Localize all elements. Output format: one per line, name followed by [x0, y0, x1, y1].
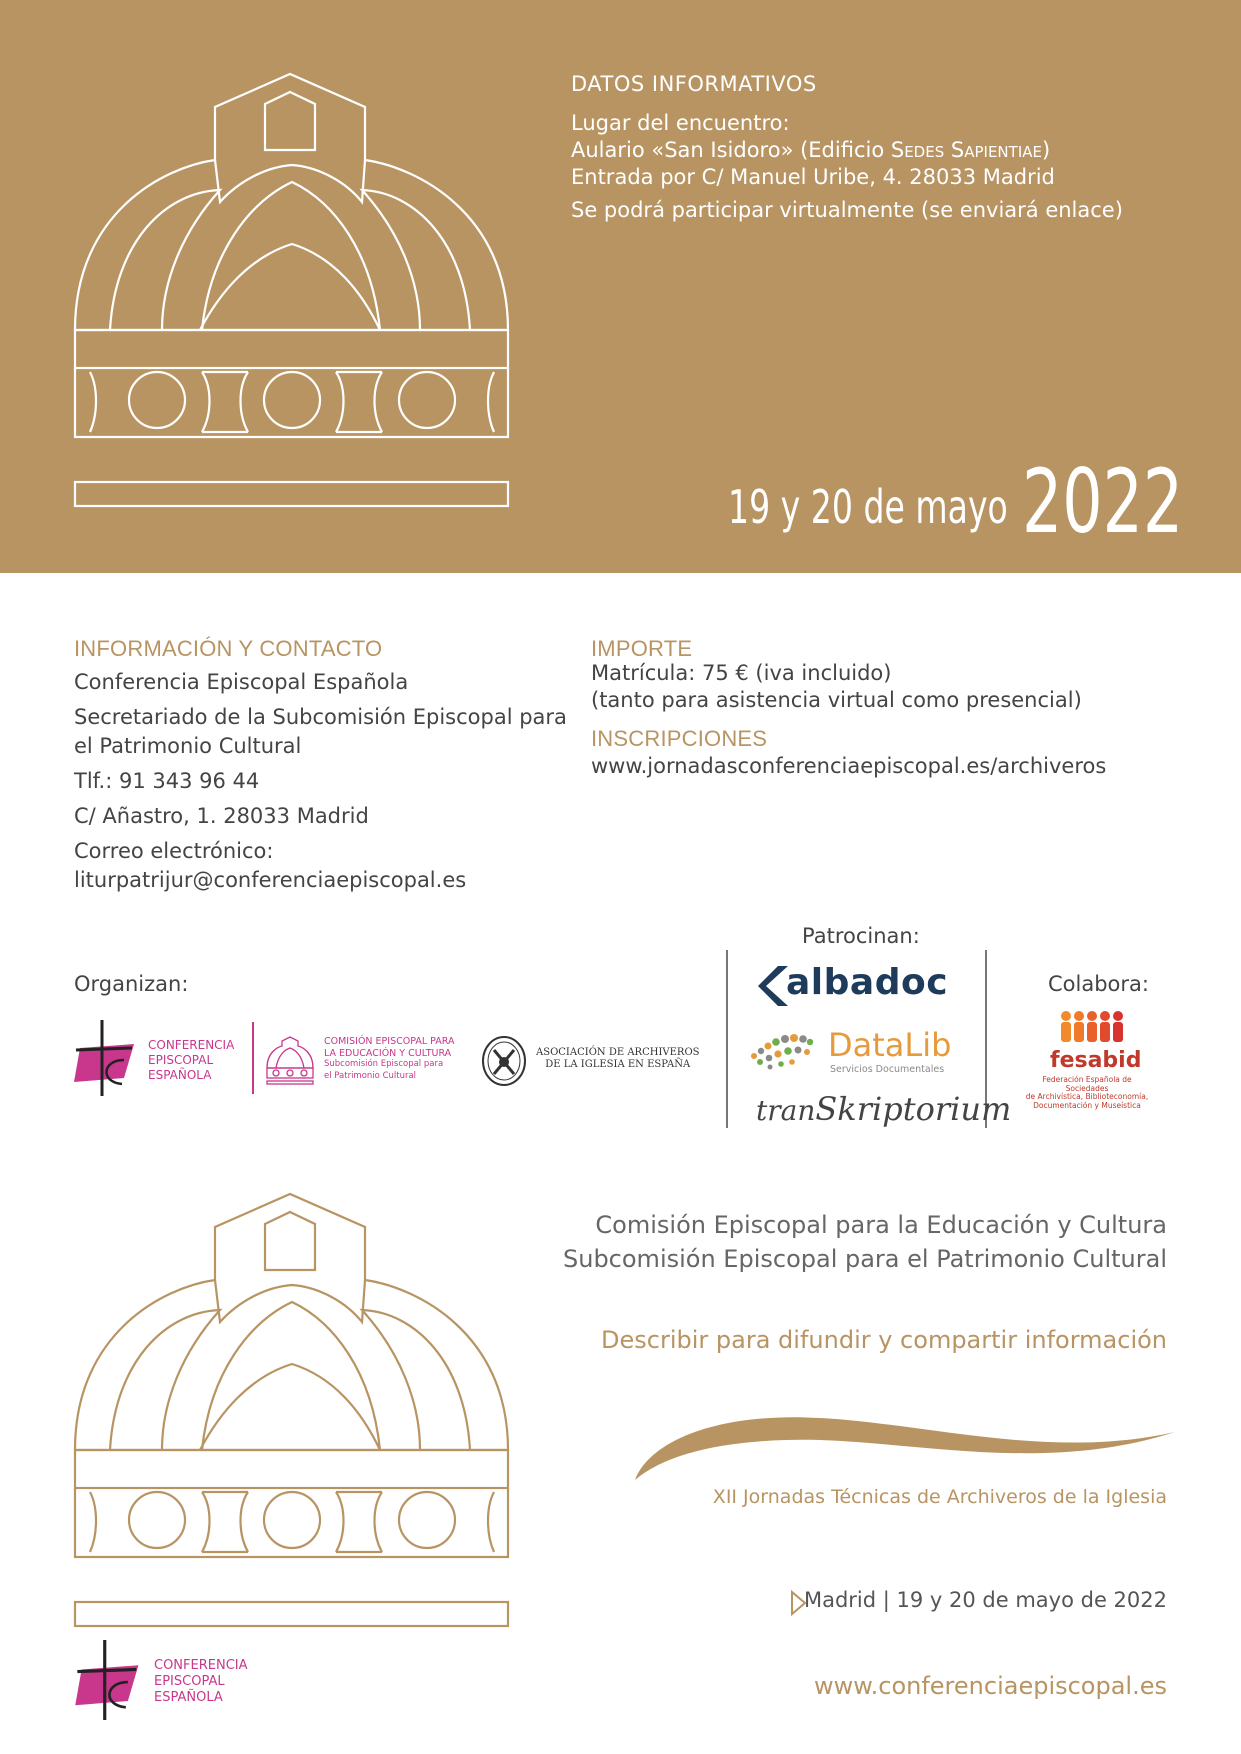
organizer-titles [563, 1208, 1167, 1276]
transkriptorium-logo: tranSkriptorium [756, 1090, 1012, 1128]
contact-phone: Tlf.: 91 343 96 44 [74, 769, 260, 793]
contact-heading: INFORMACIÓN Y CONTACTO [74, 636, 383, 661]
event-dates: 19 y 20 de mayo [728, 480, 1008, 534]
contact-dept1: Secretariado de la Subcomisión Episcopal para [74, 705, 567, 729]
contact-email[interactable]: liturpatrijur@conferenciaepiscopal.es [74, 868, 467, 892]
divider [726, 950, 728, 1128]
albadoc-text: albadoc [786, 962, 949, 1003]
organizan-label: Organizan: [74, 972, 189, 996]
comision-dome-icon [264, 1036, 316, 1086]
contact-org: Conferencia Episcopal Española [74, 670, 409, 694]
fees-block [591, 660, 1082, 714]
place-date: Madrid | 19 y 20 de mayo de 2022 [803, 1588, 1167, 1612]
datalib-dots-icon [748, 1032, 816, 1070]
registration-heading: INSCRIPCIONES [591, 726, 768, 751]
swoosh-decoration [630, 1410, 1178, 1482]
contact-email-label: Correo electrónico: [74, 839, 274, 863]
fees-heading: IMPORTE [591, 636, 693, 661]
cee-logo-text: CONFERENCIA EPISCOPAL ESPAÑOLA [148, 1038, 235, 1082]
info-heading: DATOS INFORMATIVOS [571, 72, 817, 96]
fesabid-subtitle: Federación Española de Sociedades de Archivística, Biblioteconomía, Documentación y Museística [1025, 1075, 1149, 1110]
cee-logo-icon [72, 1020, 142, 1096]
venue-building: Sedes Sapientiae [890, 138, 1042, 162]
divider [252, 1022, 254, 1094]
website-link[interactable]: www.conferenciaepiscopal.es [813, 1672, 1167, 1700]
datalib-subtitle: Servicios Documentales [830, 1064, 945, 1075]
dome-icon [70, 72, 515, 512]
jornadas-title: XII Jornadas Técnicas de Archiveros de la Iglesia [712, 1486, 1167, 1508]
comision-title: Comisión Episcopal para la Educación y Cultura [595, 1211, 1167, 1239]
datalib-logo [748, 1026, 968, 1078]
patrocinan-label: Patrocinan: [802, 924, 920, 948]
comision-logo-text: COMISIÓN EPISCOPAL PARA LA EDUCACIÓN Y CULTURA Subcomisión Episcopal para el Patrimonio Cultural [324, 1036, 455, 1081]
cee-logo [72, 1640, 272, 1720]
datalib-text: DataLib [828, 1026, 952, 1064]
albadoc-logo [758, 962, 958, 1012]
aaie-logo-text: ASOCIACIÓN DE ARCHIVEROS DE LA IGLESIA EN ESPAÑA [536, 1047, 700, 1070]
fees-line1: Matrícula: 75 € (iva incluido) [591, 661, 892, 685]
contact-block [74, 668, 567, 895]
cee-logo [72, 1020, 252, 1096]
aaie-seal-icon [480, 1034, 528, 1088]
colabora-label: Colabora: [1048, 972, 1149, 996]
event-year: 2022 [1022, 450, 1184, 553]
cee-logo-icon [72, 1640, 148, 1720]
tagline: Describir para difundir y compartir información [601, 1326, 1167, 1354]
venue-line1: Aulario «San Isidoro» (Edificio Sedes Sapientiae) [571, 138, 1051, 162]
venue-line2: Entrada por C/ Manuel Uribe, 4. 28033 Madrid [571, 165, 1055, 189]
cee-logo-text: CONFERENCIA EPISCOPAL ESPAÑOLA [154, 1658, 248, 1705]
registration-url[interactable]: www.jornadasconferenciaepiscopal.es/archiveros [591, 754, 1107, 778]
subcomision-title: Subcomisión Episcopal para el Patrimonio Cultural [563, 1245, 1167, 1273]
fesabid-text: fesabid [1050, 1048, 1142, 1073]
venue-block [571, 110, 1055, 191]
contact-address: C/ Añastro, 1. 28033 Madrid [74, 804, 369, 828]
fesabid-logo [1022, 1010, 1152, 1110]
venue-label: Lugar del encuentro: [571, 111, 790, 135]
contact-dept2: el Patrimonio Cultural [74, 734, 302, 758]
fesabid-people-icon [1060, 1010, 1132, 1048]
fees-line2: (tanto para asistencia virtual como presencial) [591, 688, 1082, 712]
dome-icon [70, 1192, 515, 1632]
virtual-note: Se podrá participar virtualmente (se enviará enlace) [571, 198, 1123, 222]
